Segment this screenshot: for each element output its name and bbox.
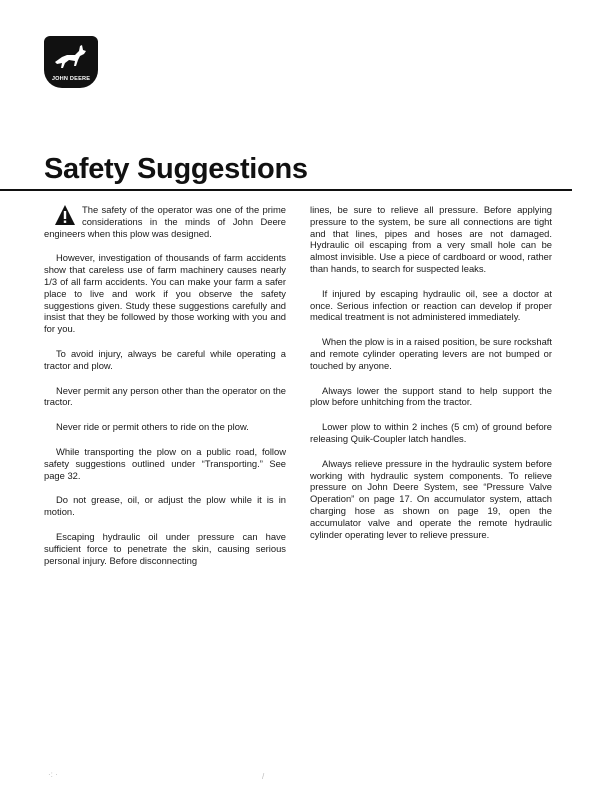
paragraph: Never permit any person other than the operator on the tractor. [44,384,286,408]
paragraph: While transporting the plow on a public road, follow safety suggestions outlined under “Transporting.” See page 32. [44,445,286,481]
paragraph: Always lower the support stand to help support the plow before unhitching from the tractor. [310,384,552,408]
right-column [310,204,552,553]
paragraph: Never ride or permit others to ride on the plow. [56,421,249,433]
paragraph: To avoid injury, always be careful while operating a tractor and plow. [44,347,286,371]
paragraph: Do not grease, oil, or adjust the plow while it is in motion. [44,494,286,518]
page-title: Safety Suggestions [44,153,308,185]
scan-speckle: ·: · [48,770,58,779]
warning-icon [54,204,76,226]
paragraph: Always relieve pressure in the hydraulic system before working with hydraulic system components. To relieve pressure on John Deere System, see “Pressure Valve Operation” on page 17. On accumulator system, attach charging hose as shown on page 19, open the accumulator valve and operate the remote hydraulic cylinder operating lever to relieve pressure. [310,457,552,540]
left-column [44,204,286,579]
scan-mark: / [262,772,265,781]
paragraph: However, investigation of thousands of farm accidents show that careless use of farm machinery causes nearly 1/3 of all farm accidents. You can make your farm a safer place to live and work if you observe the safety suggestions given. Study these suggestions carefully and insist that they be followed by those working with you and for you. [44,252,286,335]
deer-icon [53,42,89,70]
paragraph: Lower plow to within 2 inches (5 cm) of ground before releasing Quik-Coupler latch handles. [310,421,552,444]
paragraph: When the plow is in a raised position, be sure rockshaft and remote cylinder operating levers are not bumped or touched by anyone. [310,336,552,371]
paragraph: If injured by escaping hydraulic oil, see a doctor at once. Serious infection or reaction can develop if proper medical treatment is not administered immediately. [310,287,552,323]
logo-text: JOHN DEERE [51,76,91,82]
paragraph: Escaping hydraulic oil under pressure can have sufficient force to penetrate the skin, causing serious personal injury. Before disconnecting [44,530,286,566]
paragraph: The safety of the operator was one of the prime considerations in the minds of John Deere engineers when this plow was designed. [44,204,286,239]
john-deere-logo [44,36,98,88]
title-rule [0,189,572,191]
paragraph: lines, be sure to relieve all pressure. Before applying pressure to the system, be sure all connections are tight and that lines, pipes and hoses are not damaged. Hydraulic oil escaping from a very small hole can be almost invisible. Use a piece of cardboard or wood, rather than hands, to search for suspected leaks. [310,204,552,274]
